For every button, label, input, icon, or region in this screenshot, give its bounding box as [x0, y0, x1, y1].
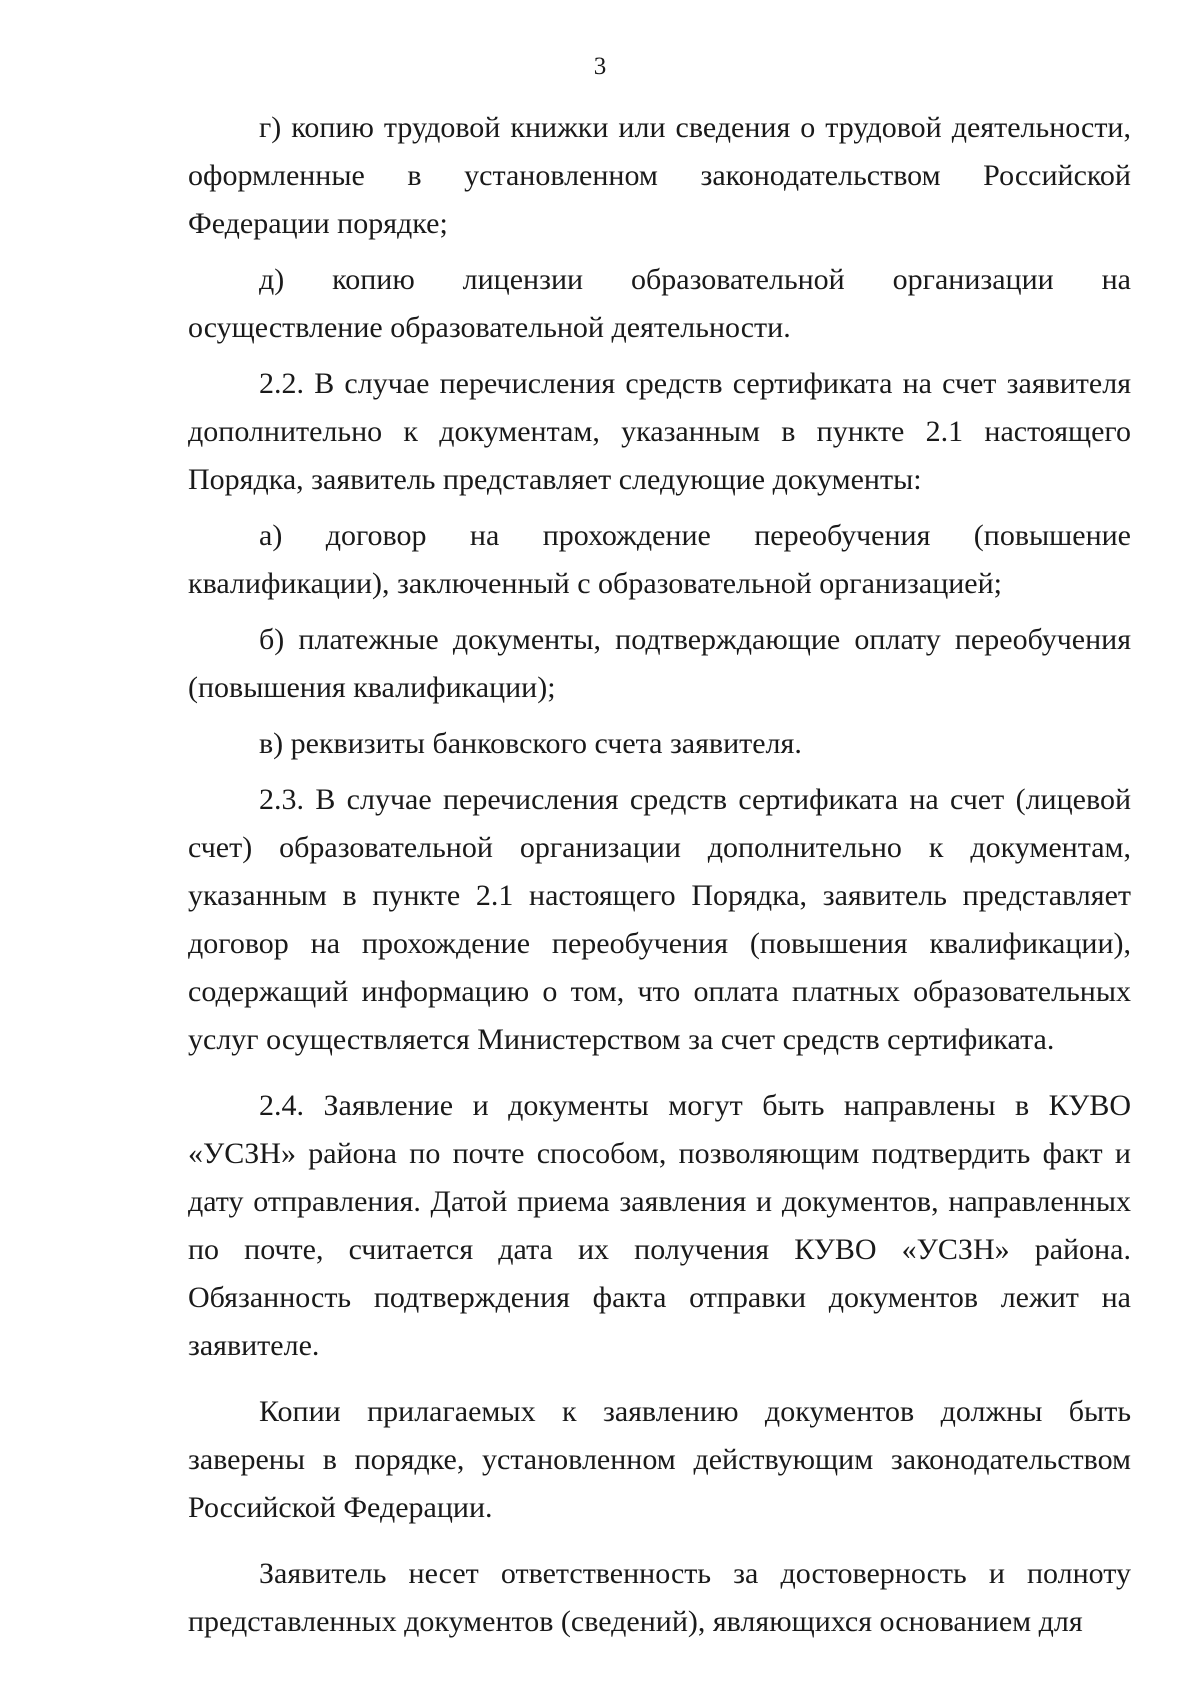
paragraph-item-v: в) реквизиты банковского счета заявителя. [259, 727, 802, 760]
paragraph-responsibility: Заявитель несет ответственность за достоверность и полноту представленных документов (сведений), являющихся основанием для [188, 1557, 1131, 1638]
paragraph-section-2-3: 2.3. В случае перечисления средств сертификата на счет (лицевой счет) образовательной организации дополнительно к документам, указанным в пункте 2.1 настоящего Порядка, заявитель представляет договор на прохождение переобучения (повышения квалификации), содержащий информацию о том, что оплата платных образовательных услуг осуществляется Министерством за счет средств сертификата. [188, 783, 1131, 1056]
paragraph-section-2-4: 2.4. Заявление и документы могут быть направлены в КУВО «УСЗН» района по почте способом, позволяющим подтвердить факт и дату отправления. Датой приема заявления и документов, направленных по почте, считается дата их получения КУВО «УСЗН» района. Обязанность подтверждения факта отправки документов лежит на заявителе. [188, 1089, 1131, 1362]
paragraph-item-a: а) договор на прохождение переобучения (повышение квалификации), заключенный с образовательной организацией; [188, 519, 1131, 600]
paragraph-copies: Копии прилагаемых к заявлению документов должны быть заверены в порядке, установленном действующим законодательством Российской Федерации. [188, 1395, 1131, 1524]
document-body [188, 104, 1131, 1646]
paragraph-item-b: б) платежные документы, подтверждающие оплату переобучения (повышения квалификации); [188, 623, 1131, 704]
paragraph-item-d: д) копию лицензии образовательной организации на осуществление образовательной деятельности. [188, 263, 1131, 344]
paragraph-item-g: г) копию трудовой книжки или сведения о трудовой деятельности, оформленные в установленном законодательством Российской Федерации порядке; [188, 111, 1131, 240]
page-number: 3 [593, 53, 607, 80]
paragraph-section-2-2: 2.2. В случае перечисления средств сертификата на счет заявителя дополнительно к документам, указанным в пункте 2.1 настоящего Порядка, заявитель представляет следующие документы: [188, 367, 1131, 496]
